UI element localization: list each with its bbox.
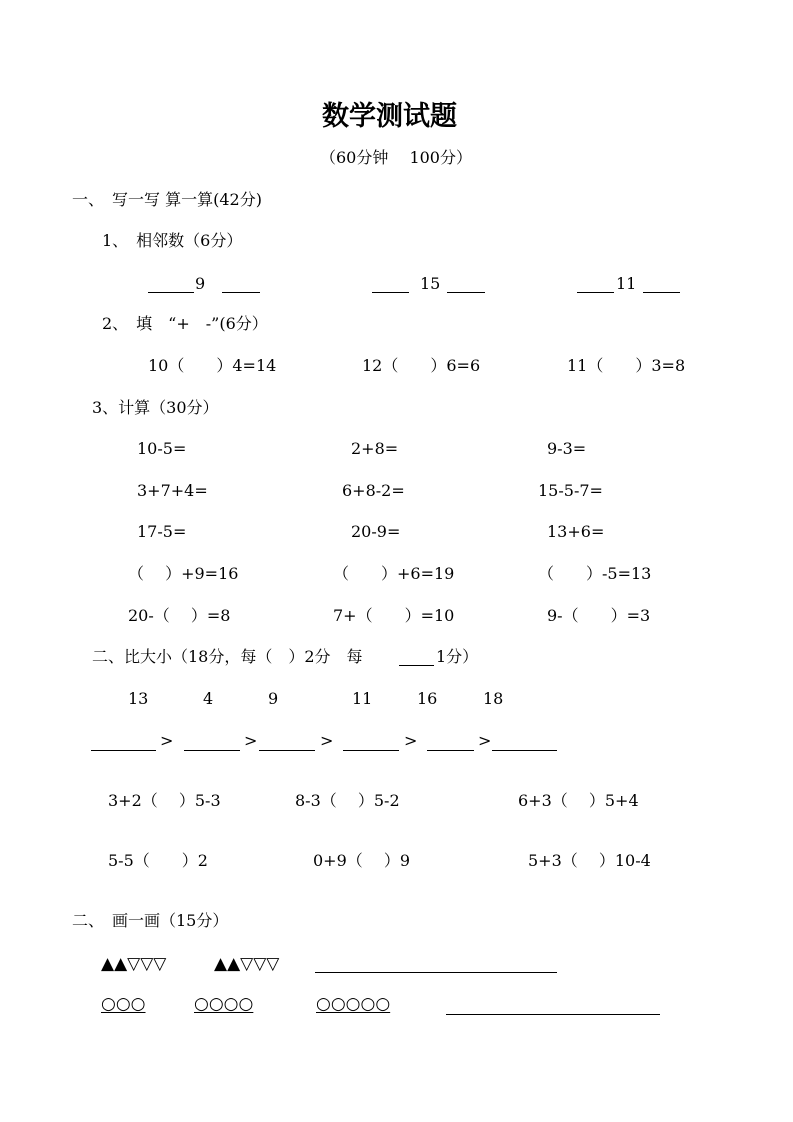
page-title: 数学测试题 — [322, 101, 457, 132]
compare-number: 4 — [203, 689, 214, 708]
section-2-heading-end: 1分） — [436, 647, 479, 666]
answer-blank[interactable] — [447, 292, 485, 293]
calc-item[interactable]: 17-5= — [137, 522, 187, 541]
calc-item[interactable]: 7+（ ）=10 — [333, 606, 455, 625]
greater-than-sign: > — [160, 731, 174, 750]
order-blank[interactable] — [184, 750, 240, 751]
order-blank[interactable] — [259, 750, 315, 751]
greater-than-sign: > — [478, 731, 492, 750]
answer-blank[interactable] — [643, 292, 680, 293]
circle-group: ○○○○○ — [316, 994, 391, 1014]
calc-item[interactable]: 13+6= — [547, 522, 605, 541]
order-blank[interactable] — [91, 750, 156, 751]
neighbor-number: 9 — [195, 274, 206, 293]
calc-item[interactable]: （ ）+9=16 — [128, 564, 239, 583]
compare-number: 11 — [352, 689, 373, 708]
answer-blank[interactable] — [148, 292, 194, 293]
compare-number: 9 — [268, 689, 279, 708]
fill-sign-item[interactable]: 11（ ）3=8 — [567, 356, 686, 375]
fill-sign-item[interactable]: 12（ ）6=6 — [362, 356, 481, 375]
compare-item[interactable]: 8-3（ ）5-2 — [295, 791, 400, 810]
compare-number: 16 — [417, 689, 438, 708]
q1-label: 1、 相邻数（6分） — [102, 231, 243, 250]
fill-sign-item[interactable]: 10（ ）4=14 — [148, 356, 277, 375]
order-blank[interactable] — [492, 750, 557, 751]
draw-answer-line[interactable] — [315, 972, 557, 973]
section-2-heading: 二、比大小（18分，每（ ）2分 每 — [92, 647, 363, 666]
calc-item[interactable]: （ ）-5=13 — [538, 564, 652, 583]
greater-than-sign: > — [244, 731, 258, 750]
answer-blank[interactable] — [372, 292, 409, 293]
heading-blank — [399, 665, 434, 666]
calc-item[interactable]: 9-3= — [547, 439, 587, 458]
greater-than-sign: > — [320, 731, 334, 750]
triangle-pattern: ▲▲▽▽▽ — [214, 954, 280, 974]
calc-item[interactable]: 2+8= — [351, 439, 399, 458]
circle-group: ○○○○ — [194, 994, 254, 1014]
compare-item[interactable]: 0+9（ ）9 — [313, 851, 411, 870]
section-1-heading: 一、 写一写 算一算(42分) — [72, 190, 262, 209]
compare-number: 13 — [128, 689, 149, 708]
calc-item[interactable]: 3+7+4= — [137, 481, 208, 500]
calc-item[interactable]: （ ）+6=19 — [333, 564, 455, 583]
calc-item[interactable]: 15-5-7= — [538, 481, 603, 500]
calc-item[interactable]: 6+8-2= — [342, 481, 405, 500]
compare-item[interactable]: 6+3（ ）5+4 — [518, 791, 639, 810]
compare-item[interactable]: 5+3（ ）10-4 — [528, 851, 651, 870]
compare-item[interactable]: 3+2（ ）5-3 — [108, 791, 221, 810]
section-3-heading: 二、 画一画（15分） — [72, 911, 229, 930]
q3-label: 3、计算（30分） — [92, 398, 219, 417]
neighbor-number: 15 — [420, 274, 441, 293]
order-blank[interactable] — [343, 750, 399, 751]
compare-number: 18 — [483, 689, 504, 708]
compare-item[interactable]: 5-5（ ）2 — [108, 851, 208, 870]
neighbor-number: 11 — [616, 274, 637, 293]
page-subtitle: （60分钟 100分） — [320, 148, 472, 167]
answer-blank[interactable] — [577, 292, 614, 293]
calc-item[interactable]: 10-5= — [137, 439, 187, 458]
greater-than-sign: > — [404, 731, 418, 750]
draw-answer-line[interactable] — [446, 1014, 660, 1015]
circle-group: ○○○ — [101, 994, 146, 1014]
order-blank[interactable] — [427, 750, 474, 751]
answer-blank[interactable] — [222, 292, 260, 293]
calc-item[interactable]: 9-（ ）=3 — [547, 606, 651, 625]
triangle-pattern: ▲▲▽▽▽ — [101, 954, 167, 974]
calc-item[interactable]: 20-（ ）=8 — [128, 606, 231, 625]
q2-label: 2、 填 “+ -”(6分） — [102, 314, 268, 333]
calc-item[interactable]: 20-9= — [351, 522, 401, 541]
